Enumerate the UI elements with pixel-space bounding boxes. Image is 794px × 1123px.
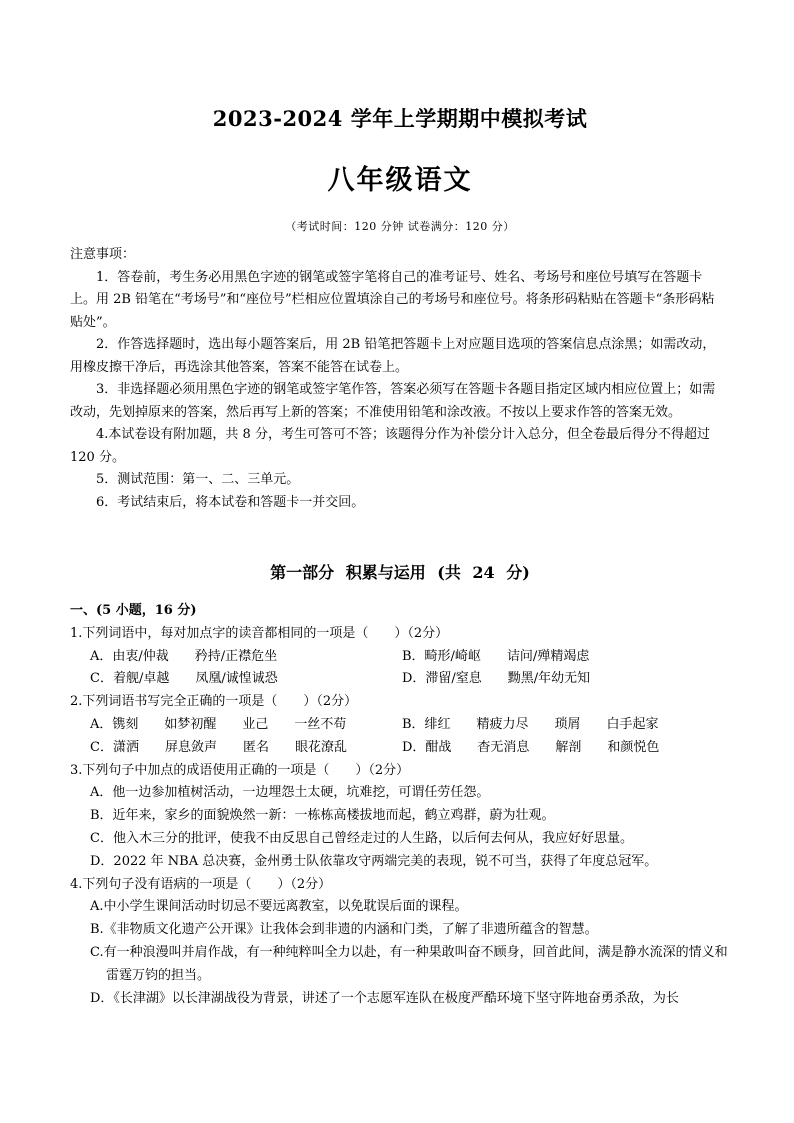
option-b: B．近年来，家乡的面貌焕然一新：一栋栋高楼拔地而起，鹤立鸡群，蔚为壮观。 [90,808,555,824]
option-b: B.《非物质文化遗产公开课》让我体会到非遗的内涵和门类，了解了非遗所蕴含的智慧。 [90,922,598,938]
note-item: 5．测试范围：第一、二、三单元。 [96,472,300,487]
option-c: C.有一种浪漫叫并肩作战，有一种纯粹叫全力以赴，有一种果敢叫奋不顾身，回首此间，满是静水流深的情义和雷霆万钧的担当。 [90,944,728,983]
option-d: D．《长津湖》以长津湖战役为背景，讲述了一个志愿军连队在极度严酷环境下坚守阵地奋勇杀敌，为长 [90,990,679,1006]
note-item: 3．非选择题必须用黑色字迹的钢笔或签字笔作答，答案必须写在答题卡各题目指定区域内相应位置上；如需改动，先划掉原来的答案，然后再写上新的答案；不准使用铅笔和涂改液。不按以上要求作答的答案无效。 [70,382,716,420]
option-row [70,668,730,691]
subject-title: 八年级语文 [327,165,473,196]
note-item: 2．作答选择题时，选出每小题答案后，用 2B 铅笔把答题卡上对应题目选项的答案信息点涂黑；如需改动，用橡皮擦干净后，再选涂其他答案，答案不能答在试卷上。 [70,337,716,375]
option-row [70,714,730,737]
option-a: A．他一边参加植树活动，一边埋怨土太硬，坑难挖，可谓任劳任怨。 [90,785,490,801]
exam-title: 2023-2024 学年上学期期中模拟考试 [212,106,588,131]
option-row [70,646,730,669]
option-b: B．绯红 精疲力尽 琐屑 白手起家 [402,716,659,732]
question-stem: 4.下列句子没有语病的一项是（ ）（2分） [70,876,332,892]
option-c: C．着舰/卓越 凤凰/诚惶诚恐 [90,671,278,687]
questions-area [70,600,730,1010]
note-item: 4.本试卷设有附加题，共 8 分，考生可答可不答；该题得分作为补偿分计入总分，但全卷最后得分不得超过 120 分。 [70,427,710,465]
option-b: B．畸形/崎岖 诘问/殚精竭虑 [402,648,590,664]
option-a: A.中小学生课间活动时切忌不要远离教室，以免耽误后面的课程。 [90,899,468,915]
exam-info: （考试时间：120 分钟 试卷满分：120 分） [285,220,515,233]
question-stem: 3.下列句子中加点的成语使用正确的一项是（ ）（2分） [70,762,410,778]
notes-heading: 注意事项： [70,247,136,262]
note-item: 1．答卷前，考生务必用黑色字迹的钢笔或签字笔将自己的准考证号、姓名、考场号和座位号填写在答题卡上。用 2B 铅笔在“考场号”和“座位号”栏相应位置填涂自己的考场号和座位号。将条形码粘贴在答题卡“条形码粘贴处”。 [70,269,715,330]
option-a: A．镌刻 如梦初醒 业己 一丝不苟 [90,716,347,732]
option-a: A．由衷/仲裁 矜持/正襟危坐 [90,648,278,664]
option-d: D．滞留/窒息 黝黑/年幼无知 [402,671,591,687]
question-stem: 1.下列词语中，每对加点字的读音都相同的一项是（ ）（2分） [70,625,449,641]
notes-block [70,244,724,514]
option-d: D．酣战 杳无消息 解剖 和颜悦色 [402,739,660,755]
note-item: 6．考试结束后，将本试卷和答题卡一并交回。 [96,494,365,510]
question-stem: 2.下列词语书写完全正确的一项是（ ）（2分） [70,694,358,710]
part-heading: 一、(5 小题，16 分) [70,603,197,618]
option-row [70,737,730,760]
option-c: C．潇洒 屏息敛声 匿名 眼花潦乱 [90,739,347,755]
section-title: 第一部分 积累与运用 (共 24 分) [270,563,530,582]
option-d: D．2022 年 NBA 总决赛，金州勇士队依靠攻守两端完美的表现，锐不可当，获得了年度总冠军。 [90,853,658,869]
option-c: C．他入木三分的批评，使我不由反思自己曾经走过的人生路，以后何去何从，我应好好思量。 [90,830,633,846]
